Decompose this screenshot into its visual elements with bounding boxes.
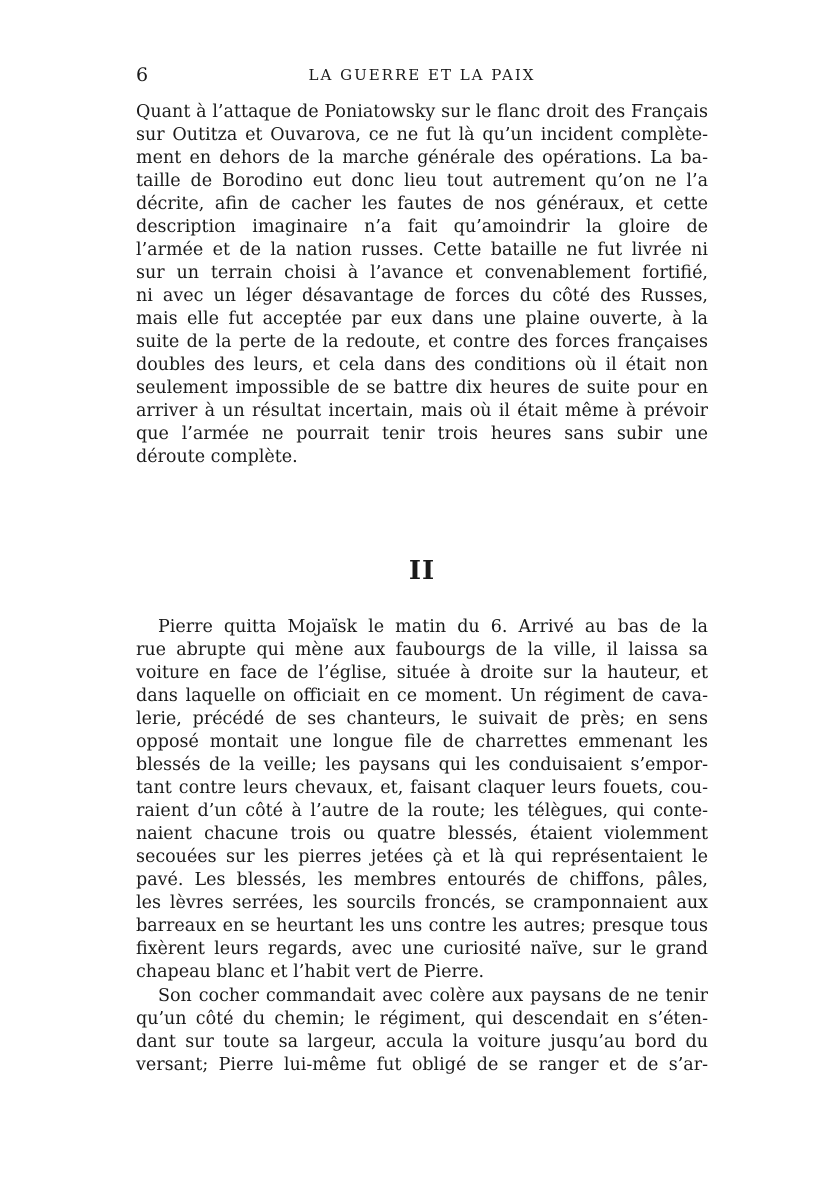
text-line: Son cocher commandait avec colère aux paysans de ne tenir [158,986,708,1006]
text-line: dant sur toute sa largeur, accula la voiture jusqu’au bord du [136,1032,708,1052]
text-line: déroute complète. [136,447,298,467]
text-line: suite de la perte de la redoute, et contre des forces françaises [136,332,708,352]
text-line: seulement impossible de se battre dix heures de suite pour en [136,378,708,398]
page-number: 6 [136,64,150,86]
text-line: décrite, afin de cacher les fautes de nos généraux, et cette [136,194,708,214]
text-line: l’armée et de la nation russes. Cette bataille ne fut livrée ni [136,240,708,260]
text-line: secouées sur les pierres jetées çà et là qui représentaient le [136,847,708,867]
chapter-number: II [408,556,436,586]
text-line: description imaginaire n’a fait qu’amoindrir la gloire de [136,217,708,237]
text-line: arriver à un résultat incertain, mais où il était même à prévoir [136,401,708,421]
text-line: rue abrupte qui mène aux faubourgs de la ville, il laissa sa [136,640,708,660]
text-line: mais elle fut acceptée par eux dans une plaine ouverte, à la [136,309,708,329]
text-line: chapeau blanc et l’habit vert de Pierre. [136,962,485,982]
text-line: fixèrent leurs regards, avec une curiosité naïve, sur le grand [136,939,708,959]
text-line: naient chacune trois ou quatre blessés, étaient violemment [136,824,708,844]
text-line: voiture en face de l’église, située à droite sur la hauteur, et [136,663,708,683]
text-line: doubles des leurs, et cela dans des conditions où il était non [136,355,708,375]
text-line: Pierre quitta Mojaïsk le matin du 6. Arrivé au bas de la [158,617,708,637]
text-line: dans laquelle on officiait en ce moment. Un régiment de cava- [136,686,708,706]
text-line: sur Outitza et Ouvarova, ce ne fut là qu’un incident complète- [136,125,708,145]
text-line: ni avec un léger désavantage de forces du côté des Russes, [136,286,708,306]
text-line: tant contre leurs chevaux, et, faisant claquer leurs fouets, cou- [136,778,708,798]
text-line: ment en dehors de la marche générale des opérations. La ba- [136,148,708,168]
text-line: raient d’un côté à l’autre de la route; les télègues, qui conte- [136,801,708,821]
text-line: versant; Pierre lui-même fut obligé de se ranger et de s’ar- [136,1055,708,1075]
running-head [136,64,708,88]
paragraph-1 [136,101,708,469]
text-line: lerie, précédé de ses chanteurs, le suivait de près; en sens [136,709,708,729]
text-line: Quant à l’attaque de Poniatowsky sur le flanc droit des Français [136,102,708,122]
text-line: les lèvres serrées, les sourcils froncés, se cramponnaient aux [136,893,708,913]
text-line: pavé. Les blessés, les membres entourés de chiffons, pâles, [136,870,708,890]
text-line: barreaux en se heurtant les uns contre les autres; presque tous [136,916,708,936]
text-line: taille de Borodino eut donc lieu tout autrement qu’on ne l’a [136,171,708,191]
paragraph-3 [136,985,708,1077]
text-line: blessés de la veille; les paysans qui les conduisaient s’empor- [136,755,708,775]
text-line: que l’armée ne pourrait tenir trois heures sans subir une [136,424,708,444]
paragraph-2 [136,616,708,984]
text-line: sur un terrain choisi à l’avance et convenablement fortifié, [136,263,708,283]
book-title-header: LA GUERRE ET LA PAIX [308,66,536,84]
text-line: opposé montait une longue file de charrettes emmenant les [136,732,708,752]
text-line: qu’un côté du chemin; le régiment, qui descendait en s’éten- [136,1009,708,1029]
